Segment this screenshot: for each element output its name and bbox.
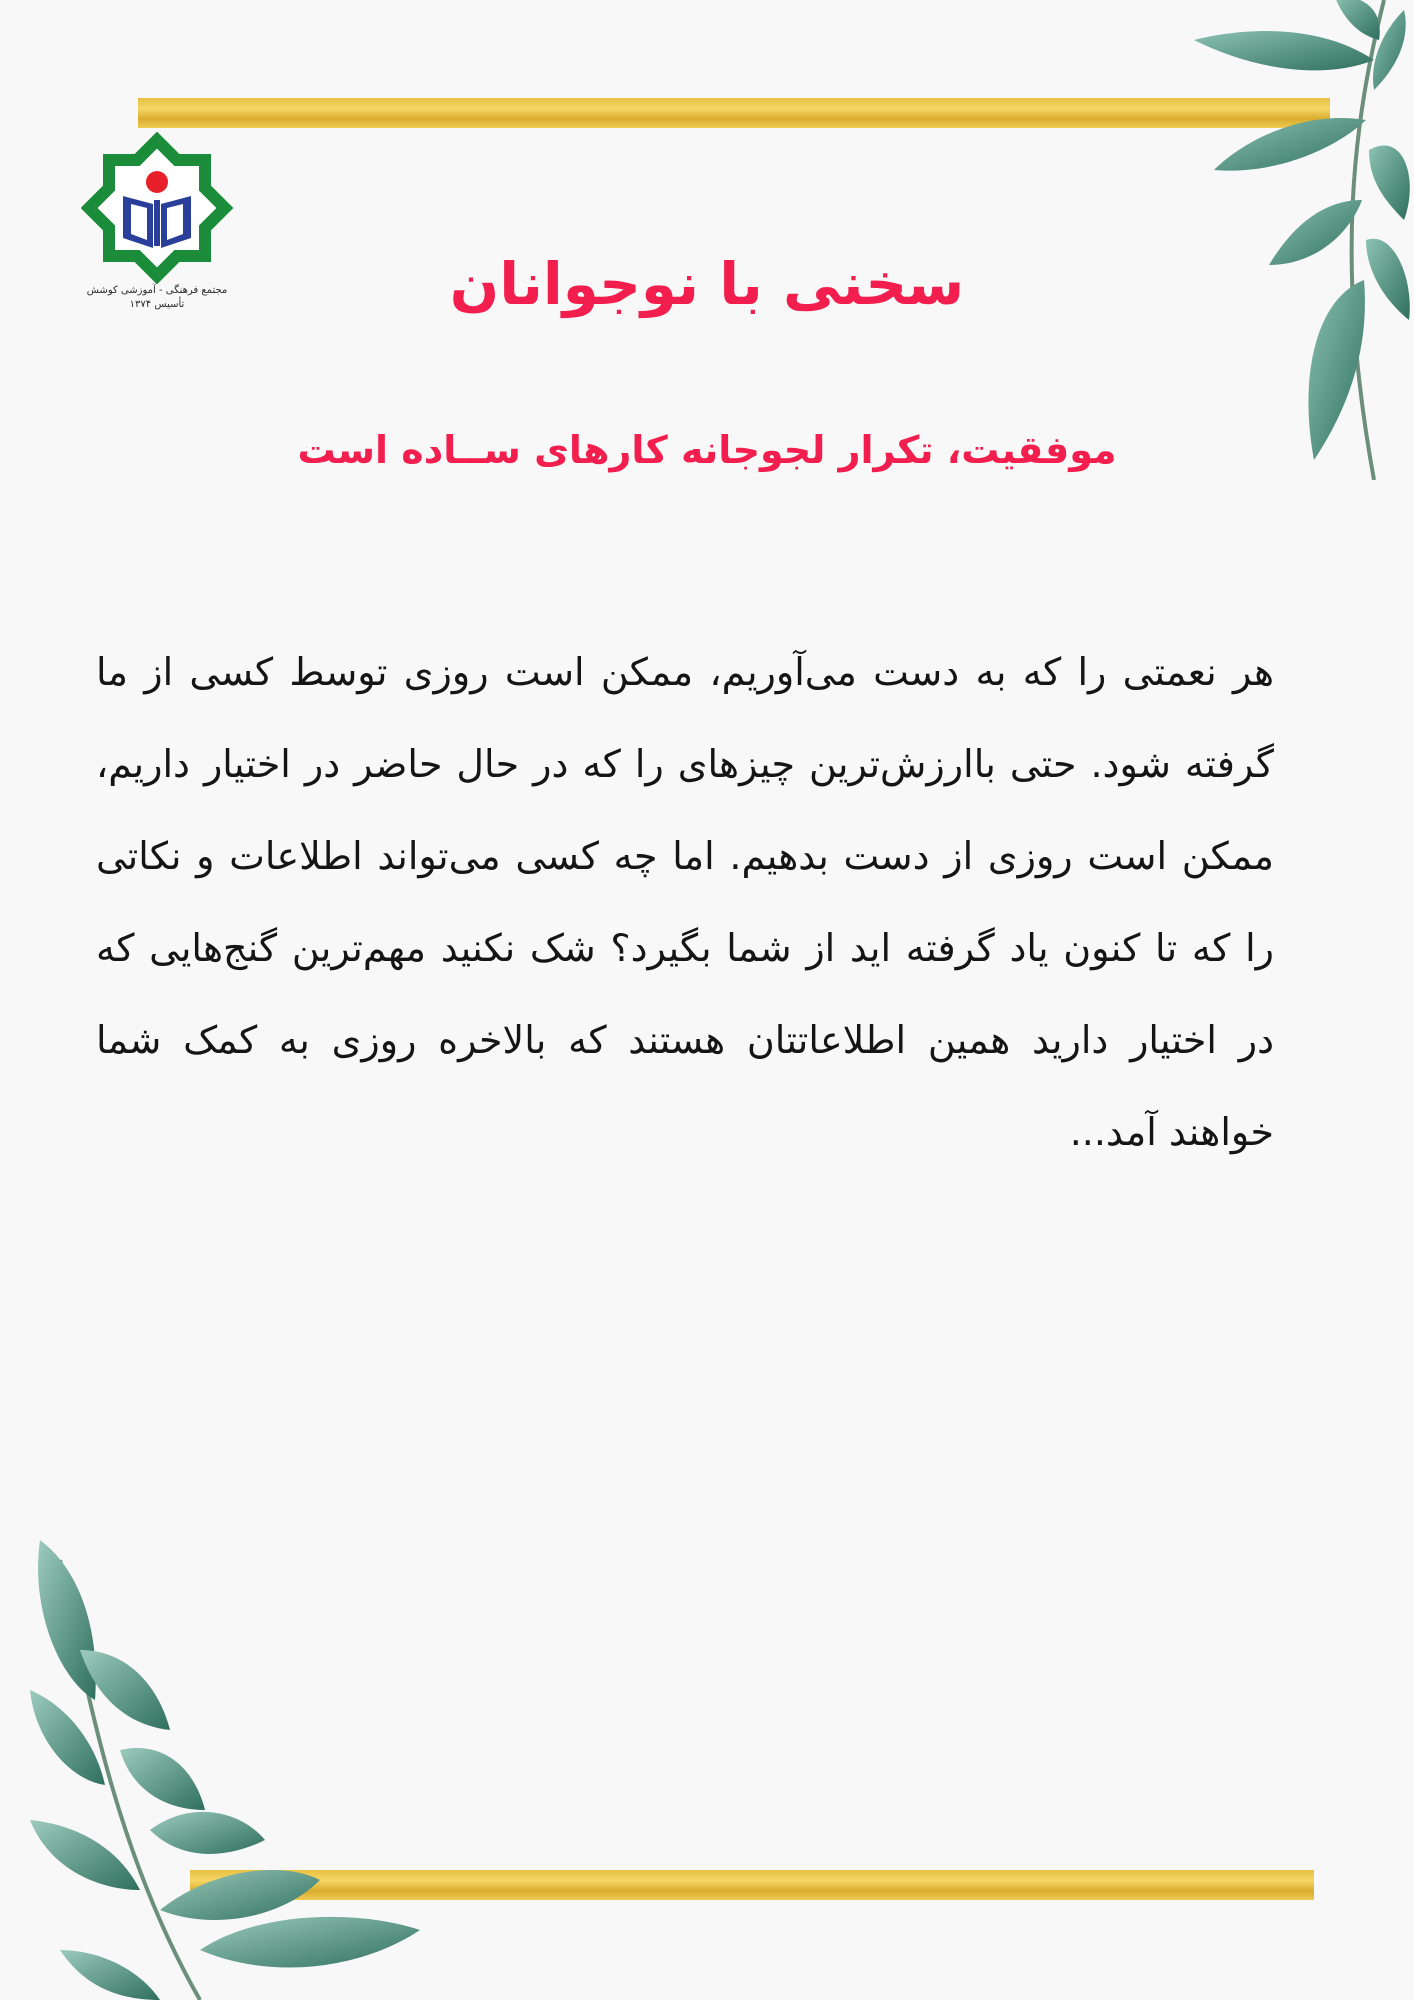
leaves-bottom-decoration (0, 1530, 450, 2000)
body-paragraph: هر نعمتی را که به دست می‌آوریم، ممکن است روزی توسط کسی از ما گرفته شود. حتی باارزش‌ترین چیزهای را که در حال حاضر در اختیار داریم، ممکن است روزی از دست بدهیم. اما چه کسی می‌تواند اطلاعات و نکاتی را که تا کنون یاد گرفته اید از شما بگیرد؟ شک نکنید مهم‌ترین گنج‌هایی که در اختیار دارید همین اطلاعاتتان هستند که بالاخره روزی به کمک شما خواهند آمد... (96, 650, 1274, 1154)
leaves-top-decoration (1084, 0, 1414, 480)
page-subtitle: موفقیت، تکرار لجوجانه کارهای ســاده است (297, 428, 1117, 472)
logo-organization-name: مجتمع فرهنگی - آموزشی کوشش (86, 285, 228, 296)
page-title: سخنی با نوجوانان (449, 250, 965, 318)
logo-founded-year: تأسیس ۱۳۷۴ (129, 299, 185, 310)
